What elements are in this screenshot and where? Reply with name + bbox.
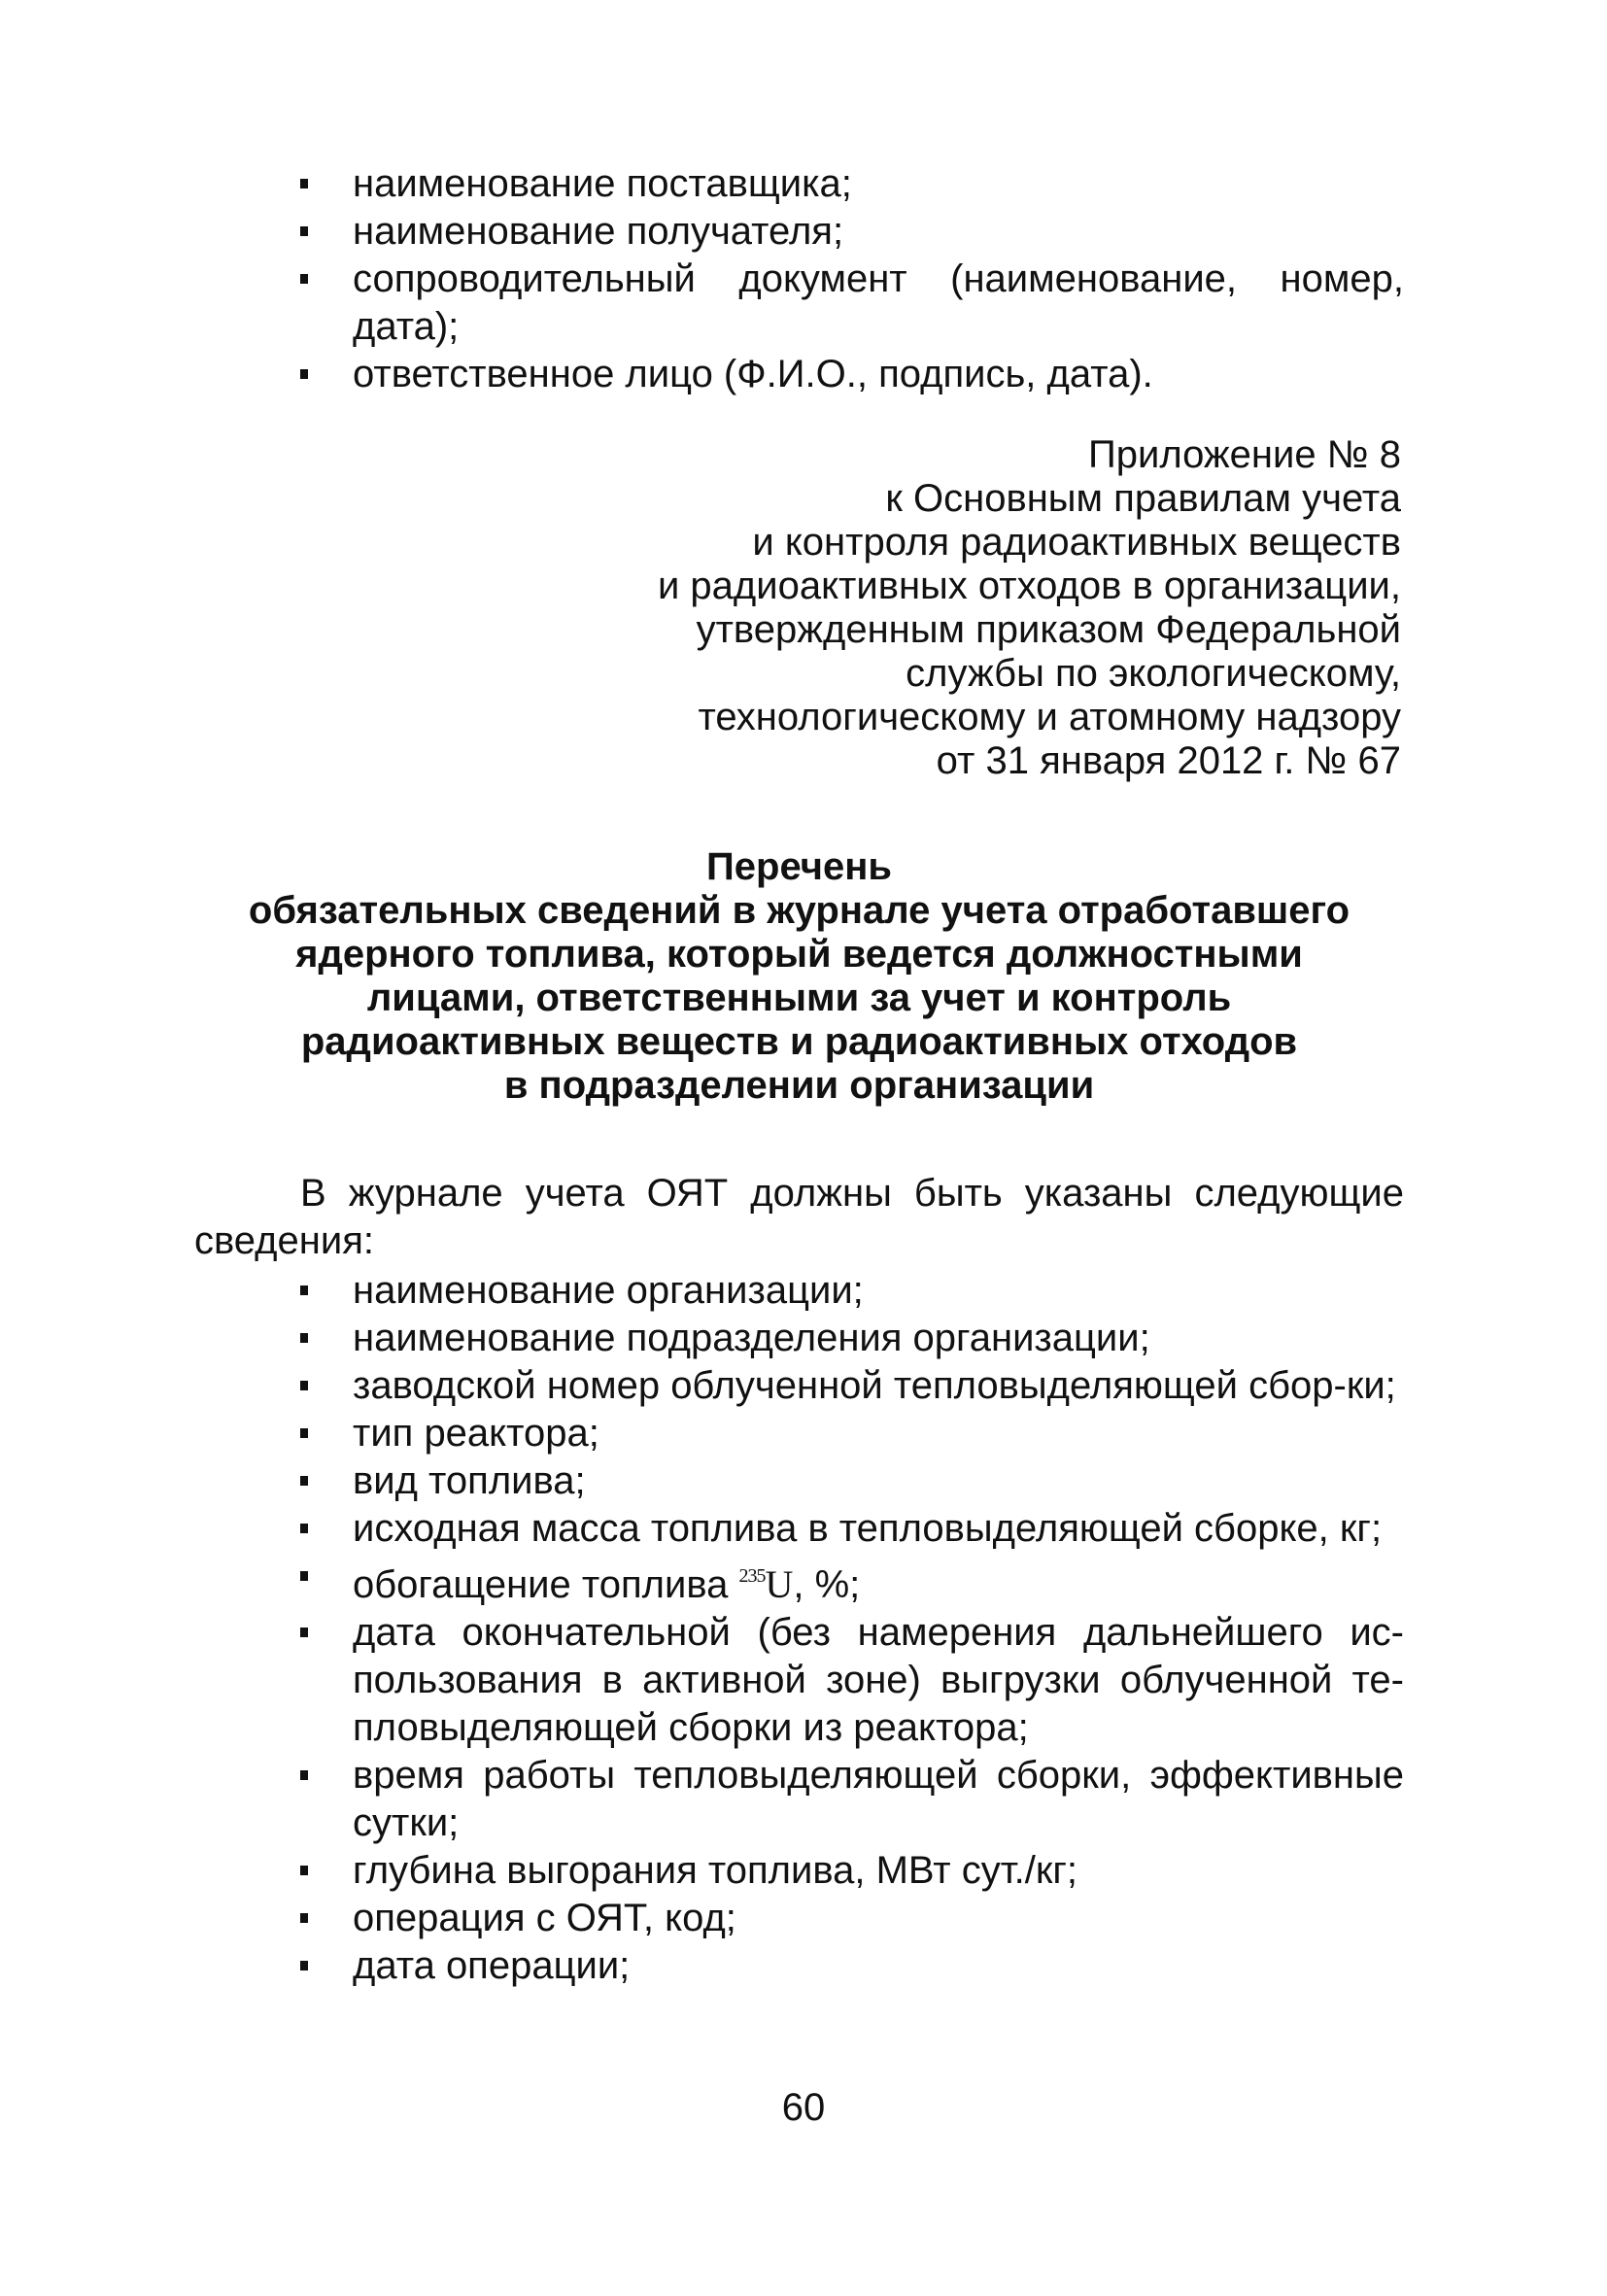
bullet-icon [300,1571,308,1581]
list-item: дата операции; [194,1942,1404,1990]
bullet-icon [300,1476,308,1486]
list-item: вид топлива; [194,1457,1404,1505]
appendix-line: Приложение № 8 [1088,433,1401,476]
bullet-icon [300,1866,308,1875]
list-item: наименование поставщика; [194,160,1404,208]
appendix-line: и контроля радиоактивных веществ [752,521,1401,564]
isotope-mass-number: 235 [738,1565,766,1587]
bullet-icon [300,1381,308,1390]
appendix-line: от 31 января 2012 г. № 67 [936,739,1401,782]
appendix-line: и радиоактивных отходов в организации, [657,565,1401,607]
bullet-icon [300,1333,308,1343]
heading-line: радиоактивных веществ и радиоактивных отходов [300,1020,1298,1063]
isotope-symbol: U [765,1562,794,1606]
bullet-icon [300,1628,308,1637]
page-number: 60 [781,2086,826,2129]
list-item: ответственное лицо (Ф.И.О., подпись, дата). [194,351,1404,398]
appendix-line: к Основным правилам учета [885,477,1401,520]
list-item: наименование подразделения организации; [194,1315,1404,1362]
bullet-icon [300,1428,308,1438]
list-item: исходная масса топлива в тепловыделяющей сборке, кг; [194,1505,1404,1553]
main-bullet-list [194,1267,1404,1990]
bullet-icon [300,274,308,284]
bullet-icon [300,1770,308,1780]
bullet-icon [300,1961,308,1970]
appendix-line: службы по экологическому, [906,652,1401,695]
appendix-line: технологическому и атомному надзору [698,696,1401,738]
bullet-icon [300,179,308,188]
list-item: время работы тепловыделяющей сборки, эффективные сутки; [194,1752,1404,1847]
isotope-formula [738,1562,793,1606]
bullet-icon [300,1913,308,1923]
heading-title: Перечень [706,845,892,888]
list-item: наименование получателя; [194,208,1404,256]
intro-paragraph: В журнале учета ОЯТ должны быть указаны следующие сведения: [194,1172,1404,1262]
list-item: заводской номер облученной тепловыделяющей сбор-ки; [194,1362,1404,1410]
list-item: тип реактора; [194,1410,1404,1457]
list-item: сопроводительный документ (наименование, номер, дата); [194,256,1404,351]
list-item: глубина выгорания топлива, МВт сут./кг; [194,1847,1404,1895]
top-bullet-list [194,160,1404,398]
bullet-icon [300,226,308,236]
list-item: дата окончательной (без намерения дальнейшего ис-пользования в активной зоне) выгрузки облученной те-пловыделяющей сборки из реактора; [194,1609,1404,1752]
heading-line: лицами, ответственными за учет и контроль [366,977,1232,1019]
list-item: операция с ОЯТ, код; [194,1895,1404,1942]
heading-line: в подразделении организации [503,1064,1095,1107]
appendix-line: утвержденным приказом Федеральной [696,608,1401,651]
bullet-icon [300,1524,308,1533]
list-item: наименование организации; [194,1267,1404,1315]
heading-line: ядерного топлива, который ведется должностными [295,933,1303,976]
section-heading [194,845,1404,1108]
appendix-reference [527,433,1401,783]
list-item: обогащение топлива $^{235}$U, %; [194,1553,1404,1609]
heading-line: обязательных сведений в журнале учета отработавшего [248,889,1351,932]
bullet-icon [300,1285,308,1295]
bullet-icon [300,369,308,379]
